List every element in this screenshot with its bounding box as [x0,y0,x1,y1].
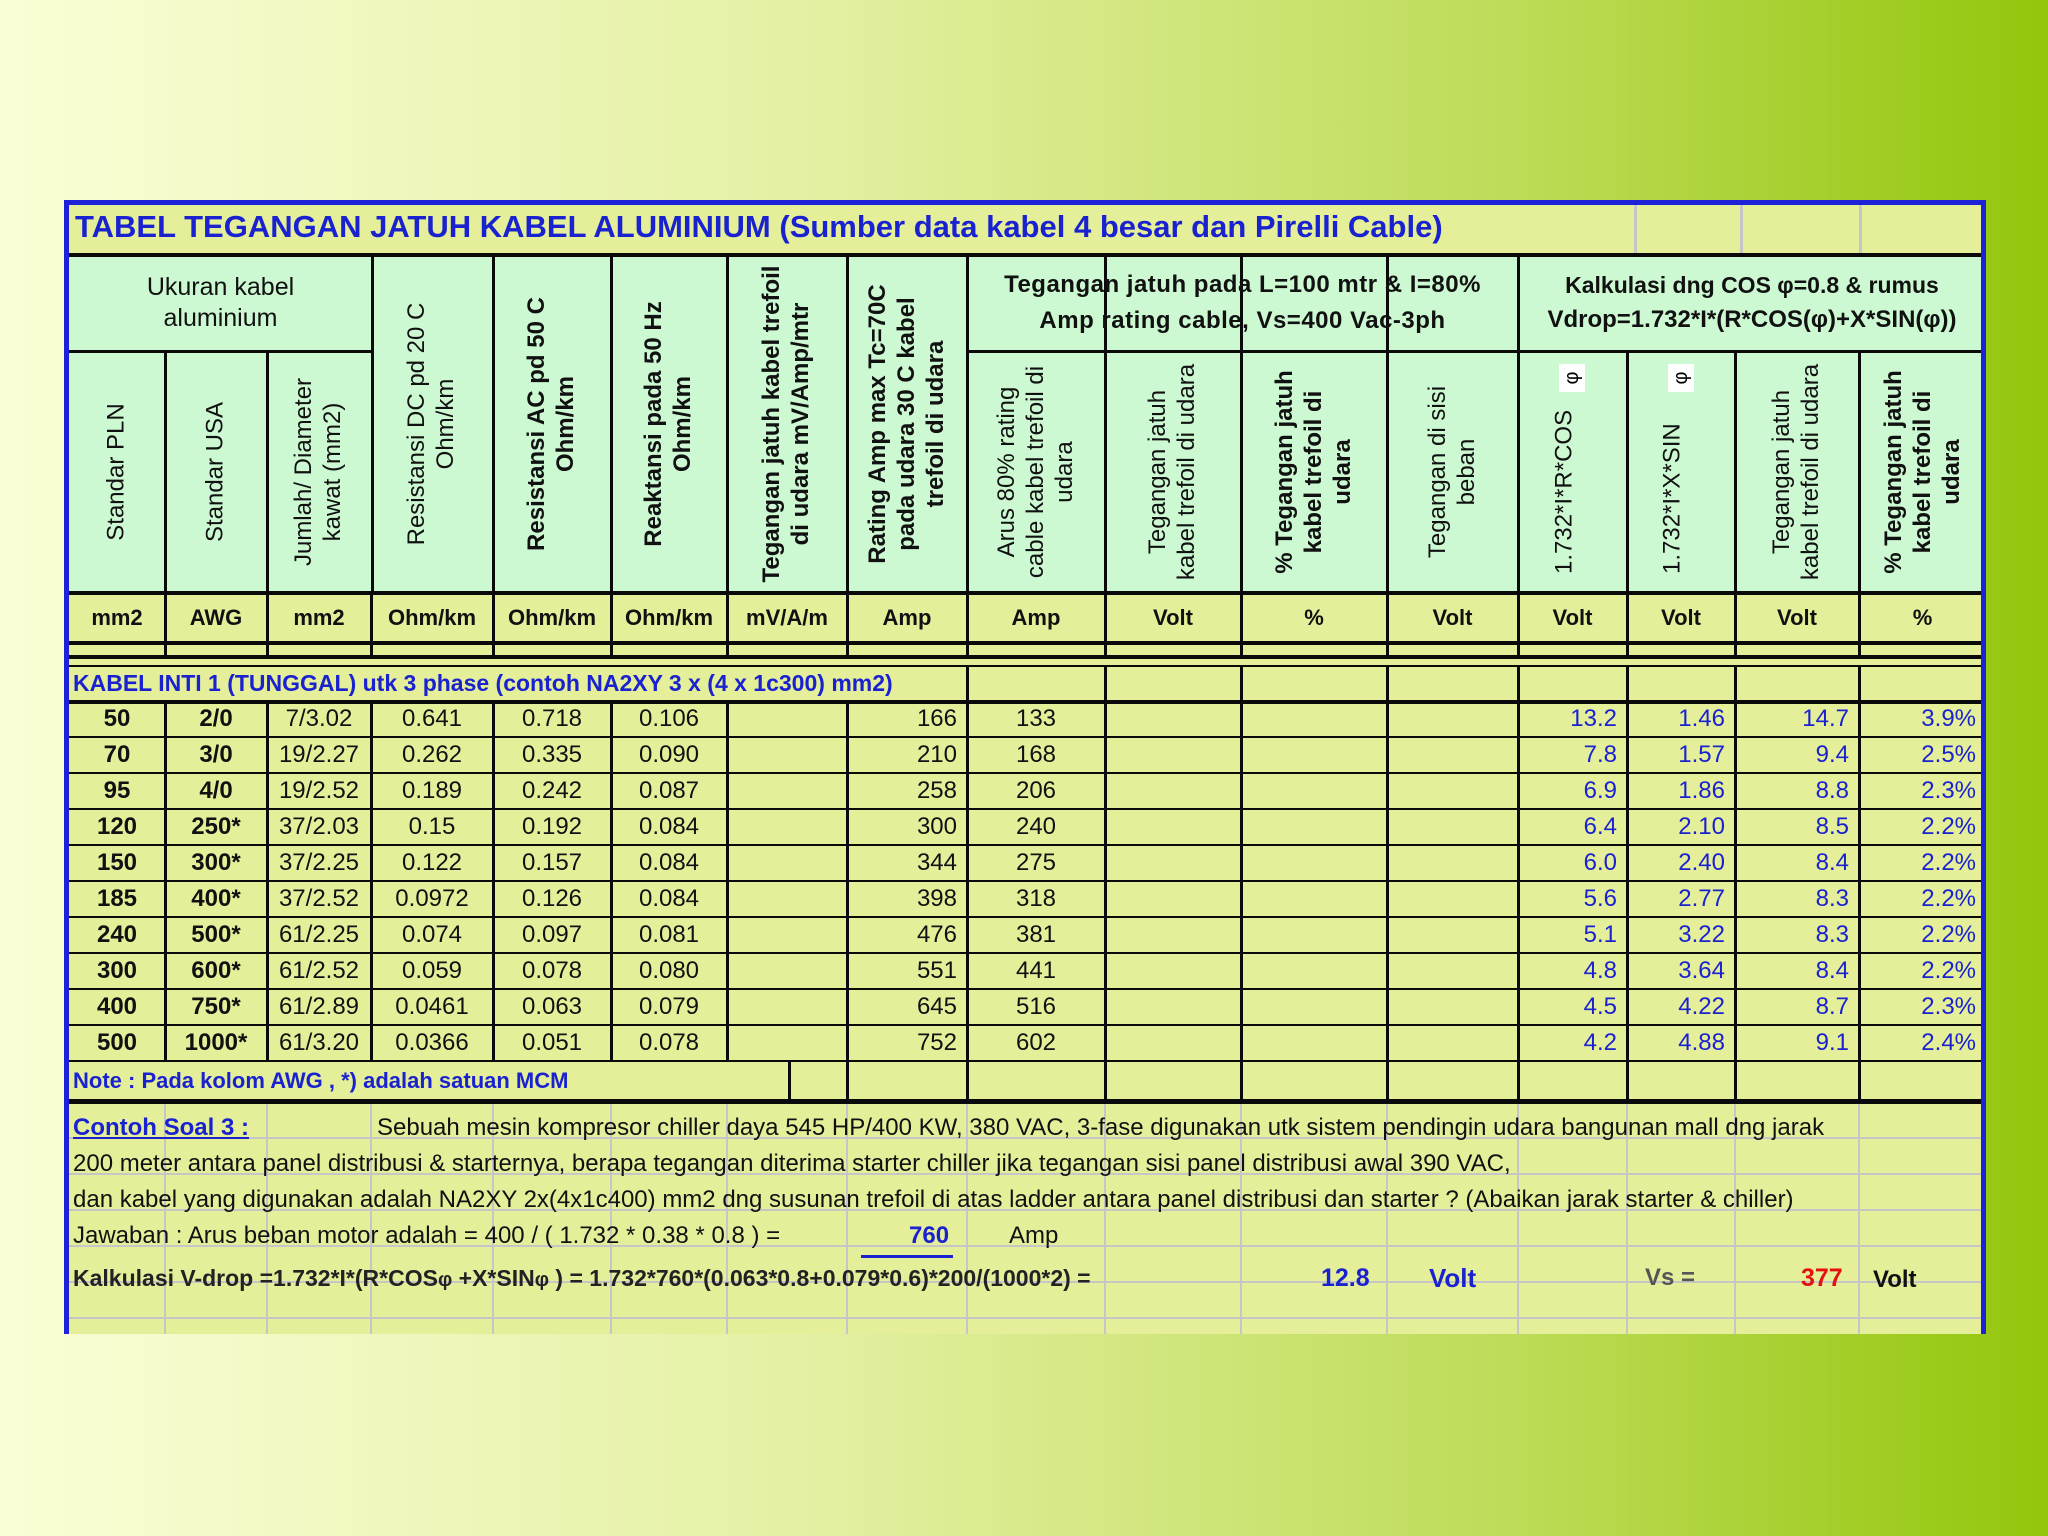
grid-line [492,643,495,659]
grid-line [1240,665,1243,701]
unit-cell: % [1304,605,1324,630]
spacer-bg [69,643,1986,665]
table-cell: 2.2% [1921,885,1976,912]
table-cell: 0.084 [638,813,700,840]
table-cell: 398 [916,885,957,912]
table-title: TABEL TEGANGAN JATUH KABEL ALUMINIUM (Sumber data kabel 4 besar dan Pirelli Cable) [75,209,1443,244]
table-cell: 50 [103,705,131,732]
vheader-cell [967,351,1105,593]
table-cell: 2.2% [1921,849,1976,876]
spreadsheet-table [64,200,1986,1334]
table-cell: 300* [191,849,241,876]
grid-line [726,643,729,659]
table-cell: 61/2.52 [278,957,360,984]
table-cell [727,917,847,953]
unit-cell: Amp [1011,605,1061,630]
table-cell: 0.192 [521,813,583,840]
kalkulasi-part-a: Kalkulasi V-drop =1.732*I*(R*COS [73,1265,438,1291]
table-cell: 168 [1015,741,1057,768]
table-cell: 2.40 [1678,849,1725,876]
vheader-pct-teg-jatuh: % Tegangan jatuh kabel trefoil di udara [1270,370,1356,574]
table-cell: 1.57 [1678,741,1725,768]
kalkulasi-text [73,1263,1091,1295]
grid-line [1858,1061,1861,1099]
table-cell [1105,809,1241,845]
vheader-cell [371,255,493,593]
vheader-teg-jatuh-kabel: Tegangan jatuh kabel trefoil di udara [1144,363,1200,581]
vdrop-unit: Volt [1429,1263,1477,1293]
grid-line [69,1099,1986,1104]
table-cell [727,1025,847,1061]
phi-icon: φ [437,1269,453,1291]
table-cell: 8.4 [1815,849,1849,876]
vheader-cell [493,255,611,593]
grid-line [1386,643,1389,659]
table-cell: 19/2.52 [278,777,360,804]
grid-line [266,643,269,659]
grid-line [370,1104,372,1334]
table-cell: 4.22 [1678,993,1725,1020]
table-cell: 1000* [184,1029,248,1056]
header-ukuran-kabel: Ukuran kabel aluminium [146,272,295,332]
table-cell: 19/2.27 [278,741,360,768]
vheader-cell [611,255,727,593]
table-cell: 166 [916,705,957,732]
table-cell: 0.15 [408,813,456,840]
table-cell: 9.1 [1815,1029,1849,1056]
table-cell: 2.5% [1921,741,1976,768]
table-cell: 2.3% [1921,993,1976,1020]
table-cell: 7/3.02 [285,705,353,732]
table-cell: 0.090 [638,741,700,768]
unit-cell: Ohm/km [507,605,597,630]
vheader-jumlah-diameter: Jumlah/ Diameter kawat (mm2) [290,377,346,567]
table-cell: 61/3.20 [278,1029,360,1056]
grid-line [1626,665,1629,701]
table-cell [1241,953,1387,989]
unit-cell: mV/A/m [746,605,828,630]
table-cell [727,989,847,1025]
table-cell [1387,989,1518,1025]
table-cell [1387,737,1518,773]
table-cell: 2.4% [1921,1029,1976,1056]
table-cell: 0.080 [638,957,700,984]
phi-icon: φ [1668,364,1694,392]
grid-line [69,655,1986,659]
table-cell: 2.2% [1921,921,1976,948]
table-cell: 3.22 [1678,921,1725,948]
table-cell: 600* [191,957,241,984]
grid-line [1517,643,1520,659]
vheader-cell [1518,351,1627,593]
table-cell: 8.3 [1815,921,1849,948]
table-cell: 0.126 [521,885,583,912]
table-cell: 500* [191,921,241,948]
table-cell: 6.0 [1583,849,1617,876]
vheader-teg-jatuh-trefoil: Tegangan jatuh kabel trefoil di udara mV/Amp/mtr [758,265,814,583]
table-cell [1105,737,1241,773]
grid-line [1858,643,1861,659]
table-cell: 602 [1015,1029,1057,1056]
table-cell: 275 [1015,849,1057,876]
contoh-line1: Sebuah mesin kompresor chiller daya 545 HP/400 KW, 380 VAC, 3-fase digunakan utk sistem pendingin udara bangunan mall dng jarak [377,1114,1825,1141]
table-cell: 14.7 [1802,705,1849,732]
table-cell: 0.0366 [395,1029,469,1056]
unit-cell: mm2 [91,605,143,630]
table-cell: 0.157 [521,849,583,876]
table-cell: 400* [191,885,241,912]
table-cell [727,701,847,737]
unit-cell: Volt [1552,605,1593,630]
table-cell: 4.2 [1583,1029,1617,1056]
table-cell: 0.074 [401,921,463,948]
header-drop-line1: Tegangan jatuh pada L=100 mtr & I=80% [1004,271,1481,298]
table-cell: 61/2.89 [278,993,360,1020]
table-cell [727,953,847,989]
table-cell: 476 [916,921,957,948]
grid-line [966,1061,969,1099]
header-calc-line1: Kalkulasi dng COS φ=0.8 & rumus [1565,271,1939,298]
table-cell [1241,773,1387,809]
grid-line [1104,643,1107,659]
table-cell: 500 [96,1029,138,1056]
vs-value: 377 [1801,1264,1843,1292]
table-cell: 4.88 [1678,1029,1725,1056]
table-cell: 2/0 [199,705,233,732]
table-cell [1105,1025,1241,1061]
table-cell: 0.063 [521,993,583,1020]
table-cell: 0.262 [401,741,463,768]
grid-line [1858,665,1861,701]
table-cell [1387,1025,1518,1061]
table-cell: 8.7 [1815,993,1849,1020]
vheader-reaktansi: Reaktansi pada 50 Hz Ohm/km [640,301,696,547]
grid-line [1740,205,1743,255]
table-cell [1105,881,1241,917]
table-cell: 0.078 [521,957,583,984]
jawaban-unit: Amp [1009,1222,1059,1249]
vheader-standar-usa: Standar USA [201,401,229,543]
unit-cell: Volt [1661,605,1701,630]
vheader-cell [267,351,371,593]
vheader-arus80: Arus 80% rating cable kabel trefoil di udara [992,365,1078,579]
note-text: Note : Pada kolom AWG , *) adalah satuan MCM [73,1068,569,1093]
grid-line [1240,1061,1243,1099]
vheader-calc-teg-jatuh: Tegangan jatuh kabel trefoil di udara [1768,363,1824,581]
vheader-calc-sin: 1.732*I*X*SIN [1658,423,1686,574]
table-cell: 13.2 [1570,705,1617,732]
grid-line [1858,1104,1860,1334]
table-cell: 7.8 [1583,741,1617,768]
table-cell: 300 [916,813,957,840]
jawaban-value: 760 [909,1222,950,1249]
table-cell [1241,1025,1387,1061]
vheader-cell [1241,351,1387,593]
vdrop-value: 12.8 [1321,1264,1370,1292]
table-cell: 0.084 [638,849,700,876]
table-cell: 240 [1015,813,1057,840]
vheader-rating-amp: Rating Amp max Tc=70C pada udara 30 C kabel trefoil di udara [863,284,949,564]
grid-line [164,643,167,659]
table-cell: 210 [916,741,957,768]
unit-cell: % [1912,605,1933,630]
table-cell: 61/2.25 [278,921,360,948]
table-cell [1105,845,1241,881]
header-calc-line2: Vdrop=1.732*I*(R*COS(φ)+X*SIN(φ)) [1547,306,1957,334]
jawaban-text: Jawaban : Arus beban motor adalah = 400 / ( 1.732 * 0.38 * 0.8 ) = [73,1222,781,1249]
unit-cell: Ohm/km [387,605,477,630]
grid-line [370,643,373,659]
table-cell [1241,809,1387,845]
table-cell [1241,881,1387,917]
table-cell: 6.4 [1583,813,1617,840]
grid-line [1104,665,1107,701]
table-cell: 3/0 [199,741,233,768]
unit-cell: Volt [1777,605,1817,630]
table-cell: 6.9 [1583,777,1617,804]
vheader-cell [165,351,267,593]
table-cell: 250* [191,813,241,840]
table-cell: 516 [1015,993,1057,1020]
contoh-line2: 200 meter antara panel distribusi & starternya, berapa tegangan diterima starter chiller jika tegangan sisi panel distribusi awal 390 VAC, [73,1150,1511,1177]
table-cell: 37/2.25 [278,849,360,876]
grid-line [1517,1061,1520,1099]
unit-cell: mm2 [293,605,345,630]
kalkulasi-part-c: ) = 1.732*760*(0.063*0.8+0.079*0.6)*200/(1000*2) = [549,1265,1091,1291]
table-cell: 0.084 [638,885,700,912]
table-cell: 150 [96,849,138,876]
vheader-cell [1387,351,1518,593]
table-cell [727,845,847,881]
table-cell: 240 [96,921,138,948]
unit-cell: AWG [189,605,243,630]
table-cell [1387,917,1518,953]
unit-cell: Ohm/km [624,605,714,630]
table-cell: 551 [916,957,957,984]
grid-line [1734,665,1737,701]
table-cell [1105,953,1241,989]
table-cell [1387,881,1518,917]
table-cell: 4.8 [1583,957,1617,984]
table-cell: 1.86 [1678,777,1725,804]
table-cell [1241,737,1387,773]
table-cell: 2.10 [1678,813,1725,840]
vheader-calc-cos: 1.732*I*R*COS [1550,409,1578,574]
table-cell: 0.335 [521,741,583,768]
table-cell [1387,809,1518,845]
unit-cell: Volt [1432,605,1473,630]
table-cell: 8.8 [1815,777,1849,804]
grid-line [846,643,849,659]
contoh-soal-label: Contoh Soal 3 : [73,1114,249,1141]
table-cell [1105,917,1241,953]
vheader-cell [727,255,847,593]
jawaban-underline [861,1255,953,1258]
table-cell: 441 [1015,957,1057,984]
table-cell: 645 [916,993,957,1020]
grid-line [1626,1061,1629,1099]
table-cell [1387,845,1518,881]
grid-line [1859,205,1862,255]
table-cell: 4.5 [1583,993,1617,1020]
table-cell [1387,701,1518,737]
vheader-res-dc: Resistansi DC pd 20 C Ohm/km [403,302,459,546]
table-cell [1387,773,1518,809]
grid-line [69,1317,1986,1319]
table-cell: 0.189 [401,777,463,804]
table-cell: 120 [96,813,138,840]
table-cell: 95 [103,777,131,804]
table-cell: 344 [916,849,957,876]
vheader-teg-sisi-beban: Tegangan di sisi beban [1423,385,1480,559]
table-cell [1105,773,1241,809]
vheader-standar-pln: Standar PLN [102,403,130,541]
vheader-cell [1627,351,1735,593]
table-cell: 750* [191,993,241,1020]
grid-line [266,1104,268,1334]
table-cell: 185 [96,885,138,912]
table-cell: 37/2.52 [278,885,360,912]
table-cell: 206 [1015,777,1057,804]
table-cell: 258 [916,777,957,804]
table-cell: 8.4 [1815,957,1849,984]
table-cell [1105,701,1241,737]
table-cell: 70 [103,741,131,768]
grid-line [1626,643,1629,659]
table-cell [1241,701,1387,737]
vheader-cell [1105,351,1241,593]
table-cell: 5.6 [1583,885,1617,912]
table-cell [727,773,847,809]
table-cell: 0.641 [401,705,463,732]
table-cell: 0.242 [521,777,583,804]
table-cell: 0.0461 [395,993,469,1020]
table-cell: 381 [1015,921,1057,948]
phi-icon: φ [1559,364,1585,392]
table-cell: 8.3 [1815,885,1849,912]
table-cell: 37/2.03 [278,813,360,840]
unit-cell: Volt [1153,605,1193,630]
section-label: KABEL INTI 1 (TUNGGAL) utk 3 phase (contoh NA2XY 3 x (4 x 1c300) mm2) [73,669,893,696]
table-cell: 318 [1015,885,1057,912]
unit-cell: Amp [882,605,932,630]
table-cell [727,881,847,917]
header-calc-group [1518,255,1986,351]
table-cell: 0.081 [638,921,700,948]
table-cell: 2.77 [1678,885,1725,912]
table-cell: 0.122 [401,849,463,876]
table-cell: 400 [96,993,138,1020]
vs-label: Vs = [1645,1264,1696,1291]
kalkulasi-part-b: +X*SIN [452,1265,535,1291]
vheader-calc-pct: % Tegangan jatuh kabel trefoil di udara [1879,370,1964,574]
vs-unit: Volt [1873,1266,1917,1293]
table-cell: 0.079 [638,993,700,1020]
contoh-line3: dan kabel yang digunakan adalah NA2XY 2x(4x1c400) mm2 dng susunan trefoil di atas ladder antara panel distribusi dan starter ? (Abaikan jarak starter & chiller) [73,1186,1794,1213]
table-cell: 3.9% [1921,705,1976,732]
vheader-cell [1735,351,1859,593]
table-cell: 8.5 [1815,813,1849,840]
table-cell: 0.106 [638,705,700,732]
grid-line [1734,643,1737,659]
phi-icon: φ [534,1269,550,1291]
table-cell: 0.0972 [395,885,469,912]
table-cell [727,737,847,773]
table-cell: 0.051 [521,1029,583,1056]
table-cell: 300 [96,957,138,984]
table-cell: 0.718 [521,705,583,732]
table-cell [1241,989,1387,1025]
vheader-cell [1859,351,1986,593]
table-cell: 2.2% [1921,813,1976,840]
vheader-res-ac: Resistansi AC pd 50 C Ohm/km [523,297,579,551]
grid-line [1240,643,1243,659]
table-cell: 3.64 [1678,957,1725,984]
grid-line [1734,1061,1737,1099]
grid-line [610,643,613,659]
table-cell: 0.078 [638,1029,700,1056]
header-drop-group [967,255,1518,351]
table-cell: 9.4 [1815,741,1849,768]
table-cell [1241,845,1387,881]
table-cell [1241,917,1387,953]
table-cell: 0.059 [401,957,463,984]
table-cell: 752 [916,1029,957,1056]
grid-line [1104,1061,1107,1099]
grid-line [1386,1061,1389,1099]
table-cell: 2.2% [1921,957,1976,984]
table-cell: 4/0 [199,777,233,804]
table-cell: 0.087 [638,777,700,804]
header-drop-line2: Amp rating cable, Vs=400 Vac-3ph [1039,307,1446,334]
table-cell [1387,953,1518,989]
table-cell: 5.1 [1583,921,1617,948]
table-cell [1105,989,1241,1025]
vheader-cell [69,351,165,593]
table-cell [727,809,847,845]
table-cell: 0.097 [521,921,583,948]
table-cell: 1.46 [1678,705,1725,732]
grid-line [1386,665,1389,701]
table-cell: 2.3% [1921,777,1976,804]
vheader-cell [847,255,967,593]
table-cell: 133 [1015,705,1057,732]
grid-line [966,643,969,659]
grid-line [1517,665,1520,701]
